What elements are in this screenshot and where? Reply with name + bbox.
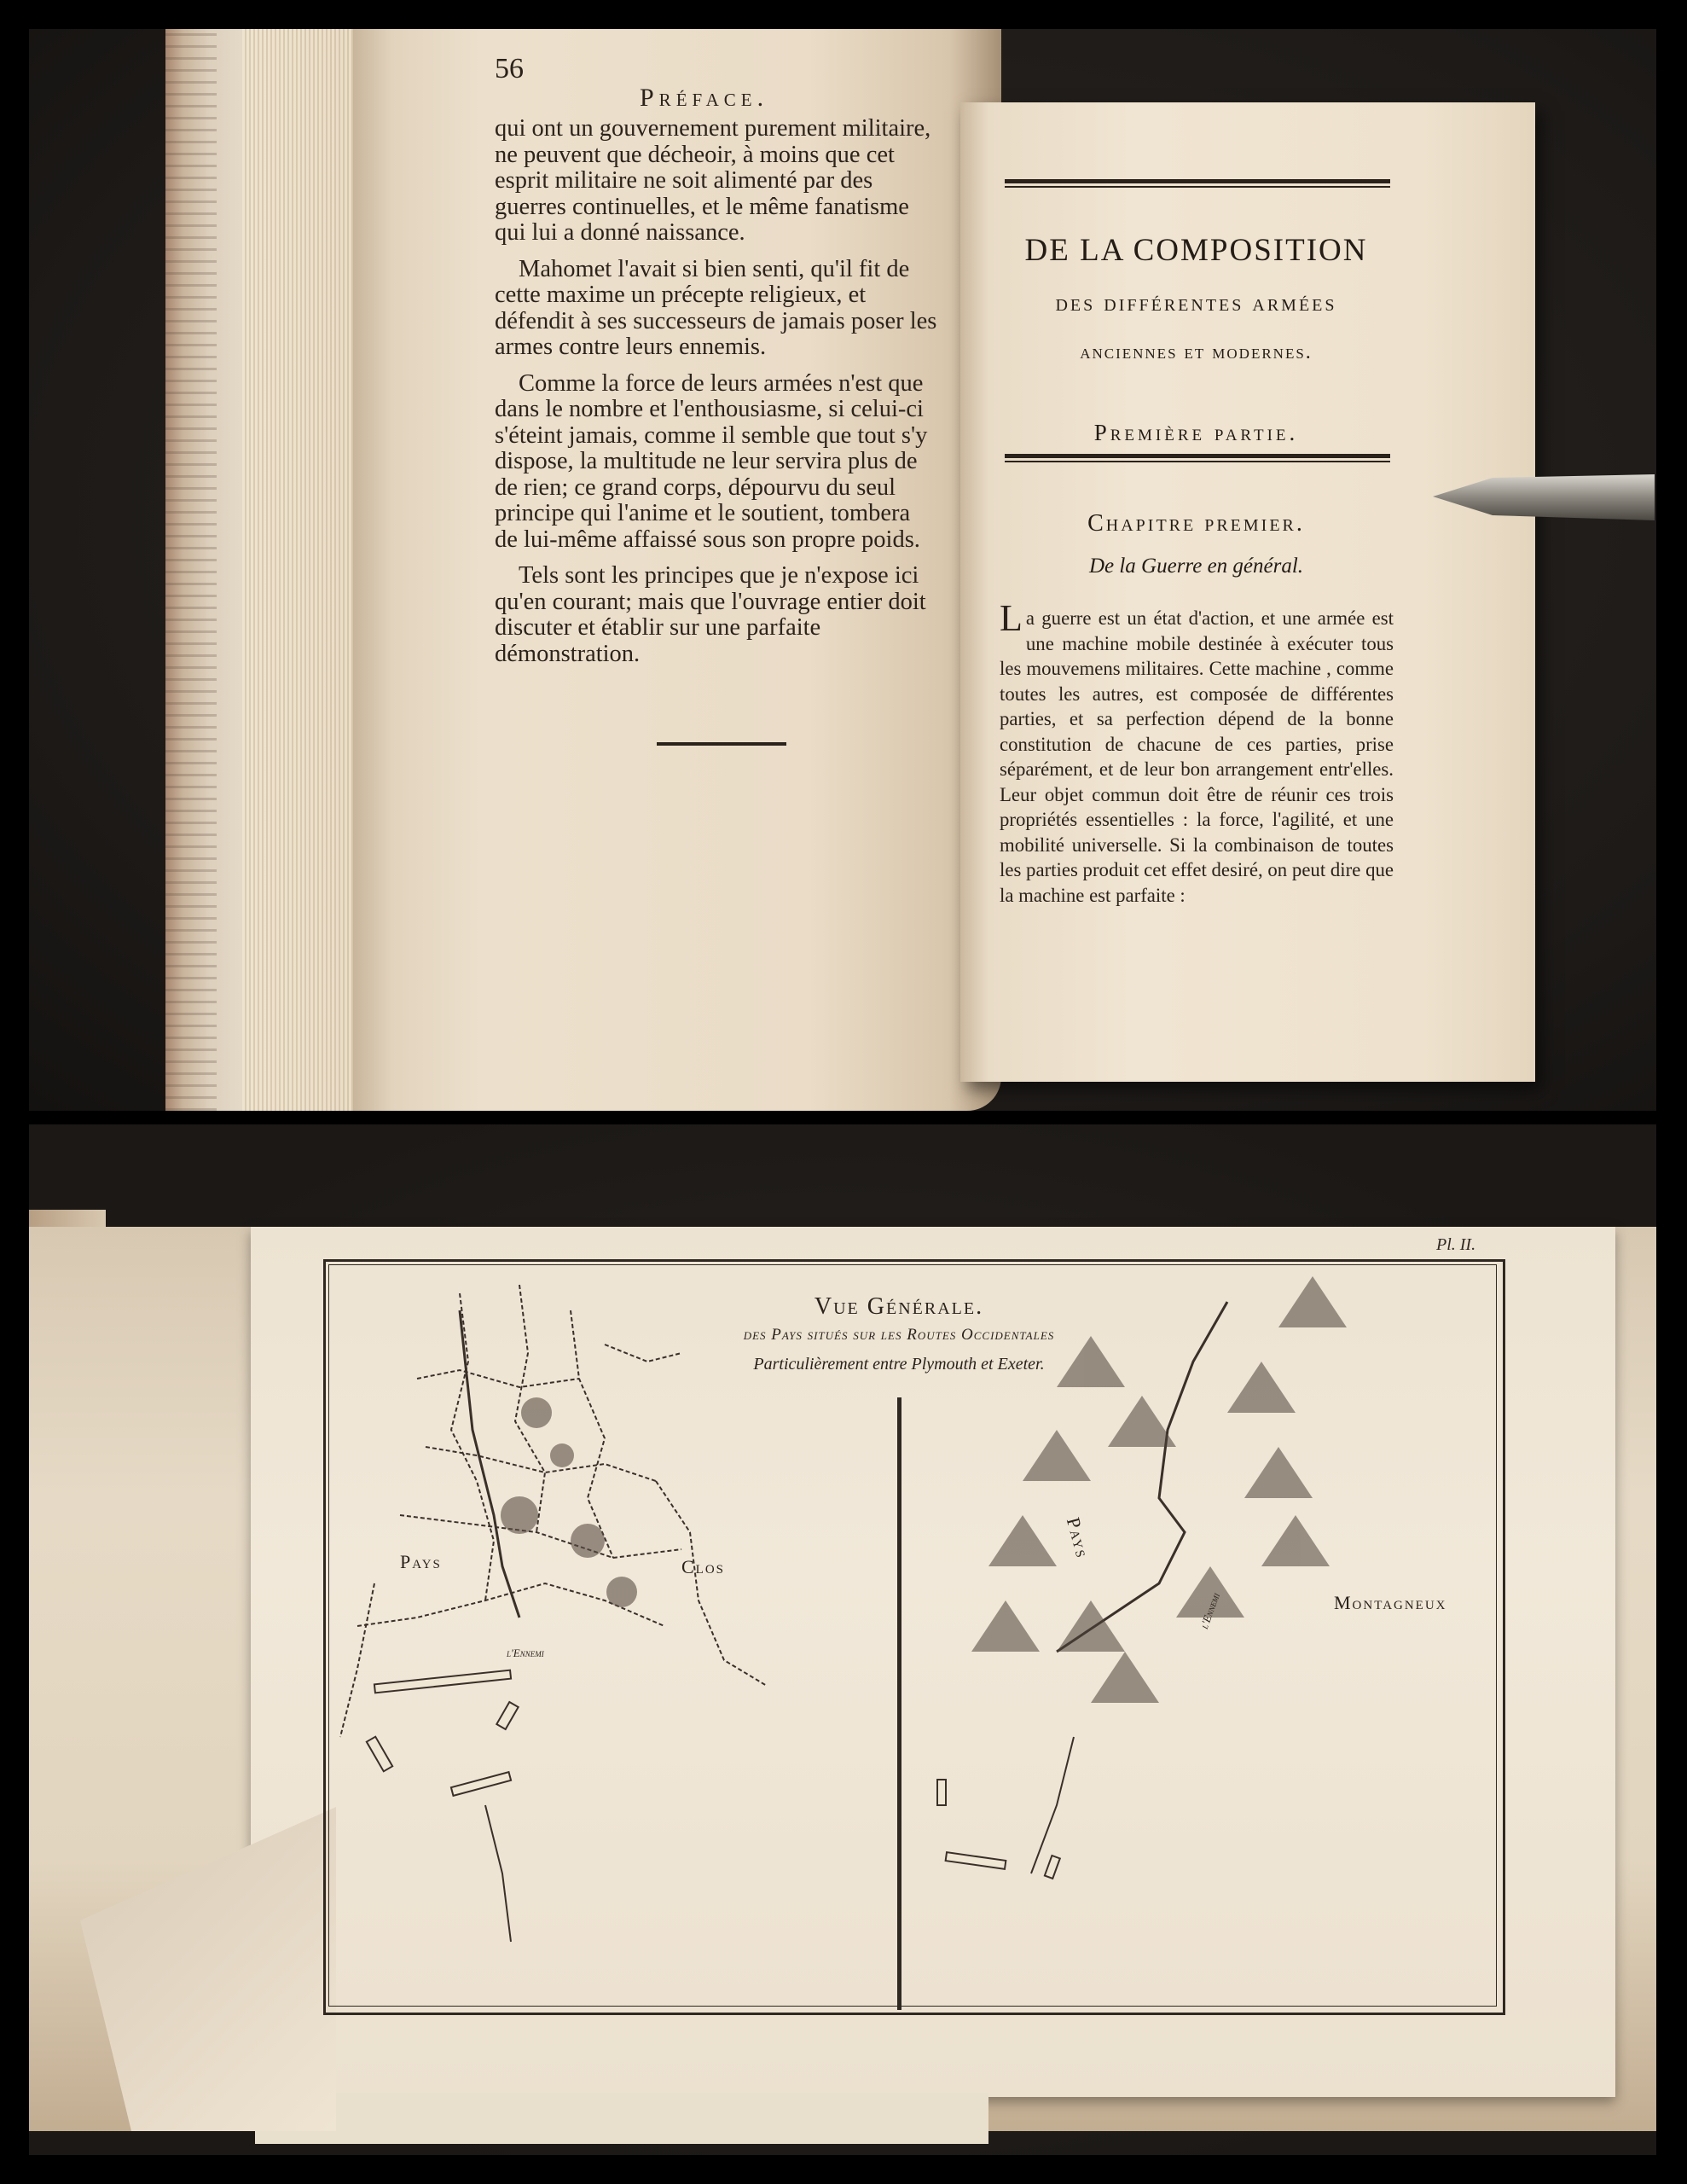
paragraph: Comme la force de leurs armées n'est que dans le nombre et l'enthousiasme, si celui-ci s'éteint jamais, comme il semble que tout s'y dispose, la multitude ne leur servira plus de de rien; ce grand corps, dépourvu du seul principe qui l'anime et le soutient, tombera de lui-même affaissé sous son propre poids. [495,369,928,553]
section-end-rule [657,742,786,746]
running-head: Préface. [640,84,769,112]
label-pays: Pays [400,1551,442,1572]
label-montagneux: Montagneux [1334,1592,1447,1613]
map-engraving [323,1259,1500,2010]
plate-number: Pl. II. [1436,1235,1476,1254]
title-rule [1005,179,1390,183]
knife-blade-icon [1433,471,1655,524]
page-number: 56 [495,53,524,84]
title-rule-thin [1005,186,1390,188]
chapter-subtitle: De la Guerre en général. [1088,555,1304,578]
book-title: DE LA COMPOSITION [1024,233,1368,268]
paragraph: Mahomet l'avait si bien senti, qu'il fit de cette maxime un précepte religieux, et défendit à ses successeurs de jamais poser les armes contre leurs ennemis. [495,255,937,360]
bottom-photo [29,1124,1656,2155]
label-ennemi-right: l'Ennemi [1197,1590,1223,1631]
body-text: a guerre est un état d'action, et une armée est une machine mobile destinée à exécuter tous les mouvemens militaires. Cette machine , comme toutes les autres, est composée de différentes parties, et sa perfection dépend de la bonne constitution de chacune de ces parties, prise séparément, et de leur bon arrangement entr'elles. Leur objet commun doit être de réunir ces trois propriétés essentielles : la force, l'agilité, et une mobilité universelle. Si la combinaison de toutes les parties produit cet effet desiré, on peut dire que la machine est parfaite : [1000,607,1394,906]
book-title-line2: des différentes armées [1055,290,1337,317]
left-page-text [495,116,938,677]
part-heading: Première partie. [1093,420,1299,445]
chapter-heading: Chapitre premier. [1087,510,1305,537]
drop-cap: L [1000,597,1023,639]
label-ennemi-left: l'Ennemi [507,1647,544,1659]
plate-title: Vue Générale. [814,1293,984,1320]
book-title-line3: anciennes et modernes. [1080,341,1313,363]
paragraph: Tels sont les principes que je n'expose ici qu'en courant; mais que l'ouvrage entier doit discuter et établir sur une parfaite démonstration. [495,562,926,667]
paragraph: qui ont un gouvernement purement militaire, ne peuvent que décheoir, à moins que cet esprit militaire ne soit alimenté par des guerres continuelles, et le même fanatisme qui lui a donné naissance. [495,115,931,246]
right-page-text [1000,597,1394,908]
plate-fold [255,2093,988,2144]
plate-subtitle: des Pays situés sur les Routes Occidentales [743,1326,1055,1344]
plate-subtitle-2: Particulièrement entre Plymouth et Exeter. [753,1355,1045,1374]
label-pays-right: Pays [1062,1515,1094,1561]
part-rule [1005,454,1390,458]
part-rule-thin [1005,461,1390,462]
label-clos: Clos [681,1556,726,1577]
